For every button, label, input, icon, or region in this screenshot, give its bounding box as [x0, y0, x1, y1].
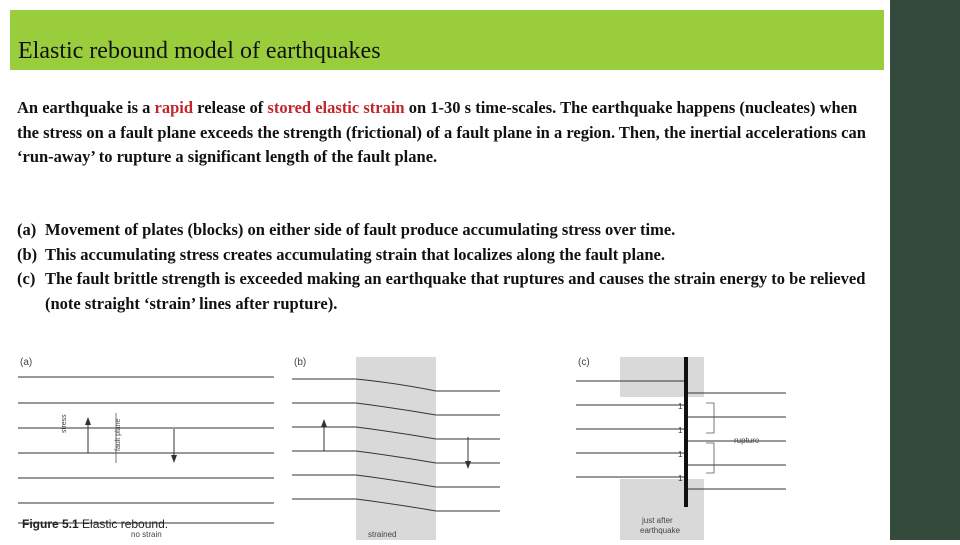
side-bar — [890, 0, 960, 540]
paragraph-text: An earthquake is a — [17, 98, 155, 117]
paragraph-text: on 1-30 s time-scales. The earthquake happens (nucleates) when the stress on a fault plane exceeds the strength (frictional) of a fault plane in a region. Then, the inertial accelerations can ‘run-away’ to rupture a significant length of the fault plane. — [17, 98, 866, 166]
offset-mark: 1 — [678, 426, 683, 435]
intro-paragraph — [17, 96, 867, 170]
panel-a-bottom-label: no strain — [131, 530, 162, 539]
panel-a — [18, 357, 274, 539]
list-item-text: This accumulating stress creates accumulating strain that localizes along the fault plane. — [45, 244, 665, 264]
stress-label: stress — [61, 414, 68, 433]
list-marker: (a) — [17, 220, 37, 239]
figure-caption — [22, 517, 168, 531]
paragraph-text: release of — [193, 98, 268, 117]
list-item — [17, 267, 877, 316]
list-item — [17, 243, 877, 268]
elastic-rebound-figure — [16, 353, 878, 540]
panel-c-bottom-label-1: just after — [642, 516, 673, 525]
slide-title: Elastic rebound model of earthquakes — [18, 38, 381, 64]
offset-mark: 1 — [678, 450, 683, 459]
explanation-list — [17, 218, 877, 316]
panel-b-bottom-label: strained — [368, 530, 397, 539]
fault-plane-label: fault plane — [115, 418, 122, 451]
panel-c-bottom-label-2: earthquake — [640, 526, 681, 535]
list-marker: (c) — [17, 269, 36, 288]
list-marker: (b) — [17, 244, 38, 264]
highlight-rapid: rapid — [154, 98, 194, 117]
list-item — [17, 218, 877, 243]
panel-c — [576, 357, 786, 540]
panel-b — [292, 357, 500, 540]
panel-b-label: (b) — [294, 357, 307, 368]
caption-text: Elastic rebound. — [78, 517, 169, 531]
list-item-text: The fault brittle strength is exceeded making an earthquake that ruptures and causes the strain energy to be relieved (note straight ‘strain’ lines after rupture). — [45, 269, 866, 313]
highlight-stored-elastic-strain: stored elastic strain — [267, 98, 405, 117]
figure-number: Figure 5.1 — [22, 517, 79, 531]
offset-mark: 1 — [678, 402, 683, 411]
rupture-label: rupture — [734, 436, 760, 445]
panel-c-label: (c) — [578, 357, 590, 368]
panel-a-label: (a) — [20, 357, 33, 368]
figure-svg — [16, 353, 878, 540]
list-item-text: Movement of plates (blocks) on either side of fault produce accumulating stress over time. — [45, 220, 676, 239]
offset-mark: 1 — [678, 474, 683, 483]
